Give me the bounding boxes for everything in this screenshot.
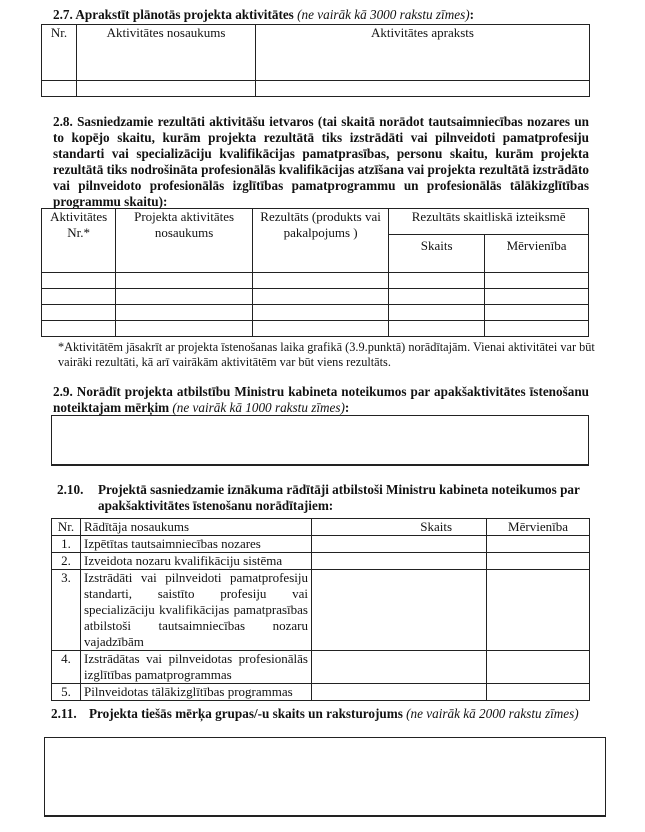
table-row [52, 570, 590, 651]
section-2-9-heading: 2.9. Norādīt projekta atbilstību Ministru kabineta noteikumos par apakšaktivitātes īstenošanu noteiktajam mērķim (ne vairāk kā 1000 rakstu zīmes): [53, 384, 590, 415]
cell-unit[interactable] [485, 289, 589, 305]
cell-unit[interactable] [485, 273, 589, 289]
cell-count[interactable] [389, 321, 485, 337]
cell-activity-no[interactable] [42, 289, 116, 305]
cell-indicator-name: Izstrādāti vai pilnveidoti pamatprofesiju standarti, saistīto profesiju vai specializāciju kvalifikācijas pamatprasības atbilstoši tautsaimniecības nozaru vajadzībām [81, 570, 312, 651]
cell-indicator-name: Izpētītas tautsaimniecības nozares [81, 536, 312, 553]
cell-count[interactable] [389, 305, 485, 321]
cell-result[interactable] [252, 273, 388, 289]
cell-activity-no[interactable] [42, 273, 116, 289]
column-header-nr: Nr. [52, 519, 81, 536]
column-header-nr: Nr. [42, 25, 77, 81]
cell-activity-no[interactable] [42, 305, 116, 321]
column-header-unit: Mērvienība [487, 519, 590, 536]
character-limit-note: (ne vairāk kā 1000 rakstu zīmes) [172, 400, 345, 415]
cell-activity-no[interactable] [42, 321, 116, 337]
section-number: 2.10. [57, 482, 84, 497]
cell-unit[interactable] [487, 553, 590, 570]
cell-nr: 4. [52, 651, 81, 684]
column-header-indicator-name: Rādītāja nosaukums [81, 519, 312, 536]
cell-unit[interactable] [485, 305, 589, 321]
section-number: 2.7. [53, 7, 73, 22]
table-row [42, 289, 589, 305]
cell-count[interactable] [312, 553, 487, 570]
cell-result[interactable] [252, 289, 388, 305]
cell-indicator-name: Izveidota nozaru kvalifikāciju sistēma [81, 553, 312, 570]
cell-unit[interactable] [487, 536, 590, 553]
target-group-field[interactable] [44, 737, 606, 817]
cell-unit[interactable] [485, 321, 589, 337]
cell-unit[interactable] [487, 684, 590, 701]
table-header-row [42, 209, 589, 235]
section-title: Norādīt projekta atbilstību Ministru kabineta noteikumos par apakšaktivitātes īstenošanu noteiktajam mērķim [53, 384, 590, 415]
cell-activity-name[interactable] [116, 305, 252, 321]
section-title: Aprakstīt plānotās projekta aktivitātes [75, 7, 294, 22]
cell-indicator-name: Izstrādātas vai pilnveidotas profesionālās izglītības pamatprogrammas [81, 651, 312, 684]
section-title: Projekta tiešās mērķa grupas/-u skaits un raksturojums [89, 706, 403, 721]
cell-nr: 3. [52, 570, 81, 651]
column-header-numeric-group: Rezultāts skaitliskā izteiksmē [389, 209, 589, 235]
cell-result[interactable] [252, 305, 388, 321]
column-header-activity-description: Aktivitātes apraksts [256, 25, 590, 81]
column-header-count: Skaits [389, 235, 485, 273]
cell-result[interactable] [252, 321, 388, 337]
section-2-11-heading [51, 706, 599, 722]
cell-nr: 5. [52, 684, 81, 701]
cell-nr: 2. [52, 553, 81, 570]
cell-indicator-name: Pilnveidotas tālākizglītības programmas [81, 684, 312, 701]
cell-activity-description[interactable] [256, 81, 590, 97]
column-header-count: Skaits [312, 519, 487, 536]
cell-nr: 1. [52, 536, 81, 553]
column-header-activity-name: Projekta aktivitātes nosaukums [116, 209, 252, 273]
table-row [42, 321, 589, 337]
results-footnote: *Aktivitātēm jāsakrīt ar projekta īstenošanas laika grafikā (3.9.punktā) norādītajām. Vienai aktivitātei var būt vairāki rezultāti, kā arī vairākām aktivitātēm var būt viens rezultāts. [58, 340, 595, 369]
section-2-8-heading [53, 114, 589, 210]
results-table [41, 208, 589, 337]
column-header-activity-no: Aktivitātes Nr.* [42, 209, 116, 273]
cell-count[interactable] [312, 684, 487, 701]
section-number: 2.8. [53, 114, 73, 129]
section-title: Sasniedzamie rezultāti aktivitāšu ietvaros (tai skaitā norādot tautsaimniecības nozares un to kopējo skaitu, kurām projekta rezultātā tiks izstrādāti vai pilnveidoti pamatprofesiju standarti vai specializāciju kvalifikācijas pamatprasības, personu skaitu, kurām projekta rezultātā tiks nodrošināta profesionālās kvalifikācijas atzīšana vai projekta rezultātā izstrādāto vai pilnveidoto profesionālās izglītības pamatprogrammu un profesionālās tālākizglītības programmu skaitu): [53, 114, 589, 209]
table-row [52, 651, 590, 684]
column-header-result: Rezultāts (produkts vai pakalpojums ) [252, 209, 388, 273]
cell-activity-name[interactable] [116, 289, 252, 305]
table-row [52, 684, 590, 701]
cell-count[interactable] [312, 536, 487, 553]
section-2-7-heading: 2.7. Aprakstīt plānotās projekta aktivitātes (ne vairāk kā 3000 rakstu zīmes): [53, 7, 475, 22]
section-number: 2.9. [53, 384, 73, 399]
cell-unit[interactable] [487, 570, 590, 651]
column-header-unit: Mērvienība [485, 235, 589, 273]
activities-table [41, 24, 590, 97]
column-header-activity-name: Aktivitātes nosaukums [77, 25, 256, 81]
section-number: 2.11. [51, 706, 77, 721]
cell-activity-name[interactable] [116, 273, 252, 289]
cell-count[interactable] [312, 651, 487, 684]
table-row [42, 305, 589, 321]
table-row [52, 536, 590, 553]
cell-activity-name[interactable] [116, 321, 252, 337]
table-row [42, 273, 589, 289]
character-limit-note: (ne vairāk kā 3000 rakstu zīmes) [297, 7, 470, 22]
objective-compliance-field[interactable] [51, 415, 589, 466]
table-row [52, 553, 590, 570]
cell-count[interactable] [389, 289, 485, 305]
cell-activity-name[interactable] [77, 81, 256, 97]
cell-nr[interactable] [42, 81, 77, 97]
character-limit-note: (ne vairāk kā 2000 rakstu zīmes) [406, 706, 579, 721]
section-title: Projektā sasniedzamie iznākuma rādītāji atbilstoši Ministru kabineta noteikumos par apakšaktivitātes īstenošanu norādītajiem: [98, 482, 580, 513]
output-indicators-table [51, 518, 590, 701]
cell-count[interactable] [312, 570, 487, 651]
table-header-row [42, 25, 590, 81]
section-2-10-heading [57, 482, 597, 514]
cell-count[interactable] [389, 273, 485, 289]
table-row [42, 81, 590, 97]
cell-unit[interactable] [487, 651, 590, 684]
table-header-row [52, 519, 590, 536]
